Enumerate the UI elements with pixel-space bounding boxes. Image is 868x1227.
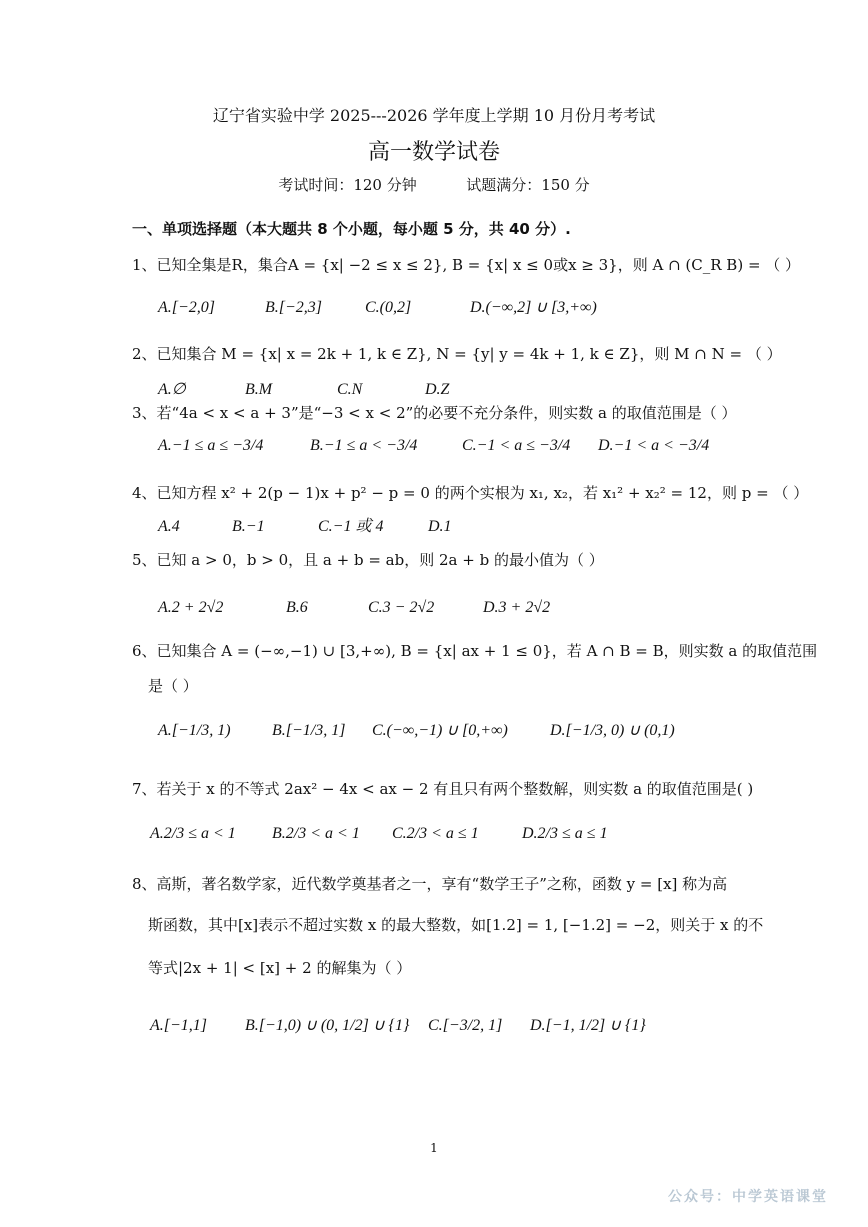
question-1-stem: 1、已知全集是R，集合A = {x| −2 ≤ x ≤ 2}, B = {x| x ≤ 0或x ≥ 3}，则 A ∩ (C_R B) = （ ） <box>132 256 801 274</box>
question-6-option-b: B.[−1/3, 1] <box>272 722 346 739</box>
question-4-stem: 4、已知方程 x² + 2(p − 1)x + p² − p = 0 的两个实根为 x₁, x₂，若 x₁² + x₂² = 12，则 p = （ ） <box>132 484 809 502</box>
school-exam-title: 辽宁省实验中学 2025---2026 学年度上学期 10 月份月考考试 <box>212 106 656 125</box>
question-1-option-d: D.(−∞,2] ∪ [3,+∞) <box>470 299 597 316</box>
question-7-option-d: D.2/3 ≤ a ≤ 1 <box>522 825 608 842</box>
question-3-option-b: B.−1 ≤ a < −3/4 <box>310 437 418 454</box>
question-3-option-d: D.−1 < a < −3/4 <box>598 437 710 454</box>
question-7-option-c: C.2/3 < a ≤ 1 <box>392 825 479 842</box>
question-5-option-c: C.3 − 2√2 <box>368 599 435 616</box>
question-5-option-a: A.2 + 2√2 <box>158 599 224 616</box>
question-3-option-c: C.−1 < a ≤ −3/4 <box>462 437 571 454</box>
question-8-stem-continued-2: 等式|2x + 1| < [x] + 2 的解集为（ ） <box>148 959 412 977</box>
page-title: 高一数学试卷 <box>367 140 500 165</box>
question-6-option-c: C.(−∞,−1) ∪ [0,+∞) <box>372 722 508 739</box>
question-8-option-a: A.[−1,1] <box>150 1017 208 1034</box>
question-3-stem: 3、若“4a < x < a + 3”是“−3 < x < 2”的必要不充分条件，则实数 a 的取值范围是（ ） <box>132 404 737 422</box>
question-4-option-a: A.4 <box>158 518 180 535</box>
question-2-stem: 2、已知集合 M = {x| x = 2k + 1, k ∈ Z}, N = {y| y = 4k + 1, k ∈ Z}，则 M ∩ N = （ ） <box>132 345 782 363</box>
question-5-stem: 5、已知 a > 0，b > 0，且 a + b = ab，则 2a + b 的最小值为（ ） <box>132 551 604 569</box>
question-1-option-a: A.[−2,0] <box>158 299 216 316</box>
full-score: 试题满分：150 分 <box>466 176 590 194</box>
question-1-option-c: C.(0,2] <box>365 299 412 316</box>
question-2-option-a: A.∅ <box>158 381 186 398</box>
question-6-option-d: D.[−1/3, 0) ∪ (0,1) <box>550 722 675 739</box>
question-5-option-d: D.3 + 2√2 <box>483 599 551 616</box>
question-5-option-b: B.6 <box>286 599 308 616</box>
question-7-option-b: B.2/3 < a < 1 <box>272 825 360 842</box>
question-8-stem: 8、高斯，著名数学家，近代数学奠基者之一，享有“数学王子”之称，函数 y = [x] 称为高 <box>132 875 728 893</box>
question-4-option-d: D.1 <box>428 518 452 535</box>
question-2-option-c: C.N <box>337 381 363 398</box>
question-2-option-d: D.Z <box>425 381 450 398</box>
question-8-stem-continued: 斯函数，其中[x]表示不超过实数 x 的最大整数，如[1.2] = 1, [−1.2] = −2，则关于 x 的不 <box>148 916 764 934</box>
exam-time: 考试时间：120 分钟 <box>278 176 417 194</box>
question-7-stem: 7、若关于 x 的不等式 2ax² − 4x < ax − 2 有且只有两个整数解，则实数 a 的取值范围是( ) <box>132 780 754 798</box>
question-8-option-d: D.[−1, 1/2] ∪ {1} <box>530 1017 646 1034</box>
page-number: 1 <box>430 1141 438 1155</box>
question-6-stem: 6、已知集合 A = (−∞,−1) ∪ [3,+∞), B = {x| ax + 1 ≤ 0}，若 A ∩ B = B，则实数 a 的取值范围 <box>132 642 818 660</box>
question-8-option-c: C.[−3/2, 1] <box>428 1017 503 1034</box>
question-4-option-c: C.−1 或 4 <box>318 518 384 535</box>
question-2-option-b: B.M <box>245 381 273 398</box>
question-4-option-b: B.−1 <box>232 518 265 535</box>
exam-meta <box>0 178 868 193</box>
question-6-stem-continued: 是（ ） <box>148 677 198 695</box>
question-1-option-b: B.[−2,3] <box>265 299 323 316</box>
watermark: 公众号：中学英语课堂 <box>668 1189 828 1205</box>
question-3-option-a: A.−1 ≤ a ≤ −3/4 <box>158 437 264 454</box>
question-7-option-a: A.2/3 ≤ a < 1 <box>150 825 236 842</box>
section-heading: 一、单项选择题（本大题共 8 个小题，每小题 5 分，共 40 分）. <box>132 220 571 238</box>
question-6-option-a: A.[−1/3, 1) <box>158 722 231 739</box>
question-8-option-b: B.[−1,0) ∪ (0, 1/2] ∪ {1} <box>245 1017 410 1034</box>
